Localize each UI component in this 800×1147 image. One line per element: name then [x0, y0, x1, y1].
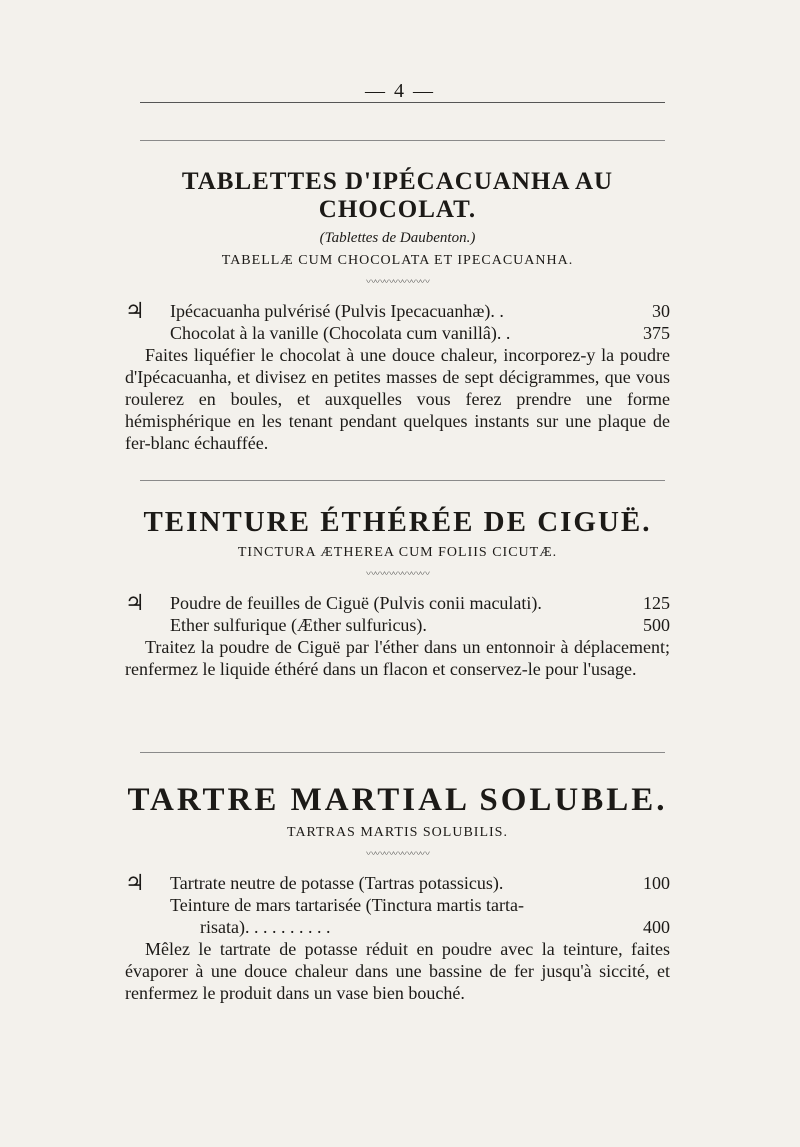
recipe-section — [125, 506, 670, 680]
ornament: 〰〰〰〰〰〰〰 — [366, 277, 429, 288]
ingredient-row — [125, 592, 670, 614]
recipe-latin-title: TARTRAS MARTIS SOLUBILIS. — [287, 825, 508, 840]
ingredient-quantity: 375 — [643, 323, 670, 343]
ingredient-row — [125, 916, 670, 938]
ingredient-quantity: 30 — [652, 301, 670, 321]
header-rule — [140, 102, 665, 103]
ingredient-list — [125, 300, 670, 344]
ingredient-name: Ipécacuanha pulvérisé (Pulvis Ipecacuanhæ). . — [170, 301, 504, 321]
ingredient-list — [125, 592, 670, 636]
ingredient-name: risata). . . . . . . . . . — [200, 917, 331, 937]
ornament: 〰〰〰〰〰〰〰 — [366, 569, 429, 580]
divider — [140, 480, 665, 481]
recipe-instructions: Faites liquéfier le chocolat à une douce chaleur, incorporez-y la poudre d'Ipécacuanha, et divisez en petites masses de sept décigrammes, que vous roulerez en boules, et auxquelles vous ferez prendre une forme hémisphérique en les tenant pendant quelques instants sur une plaque de fer-blanc échauffée. — [125, 345, 670, 453]
ingredient-name: Chocolat à la vanille (Chocolata cum vanillâ). . — [170, 323, 511, 343]
ingredient-name: Tartrate neutre de potasse (Tartras potassicus). — [170, 873, 504, 893]
ingredient-row — [125, 894, 670, 916]
divider — [140, 140, 665, 141]
divider — [140, 752, 665, 753]
recipe-instructions: Traitez la poudre de Ciguë par l'éther dans un entonnoir à déplacement; renfermez le liquide éthéré dans un flacon et conservez-le pour l'usage. — [125, 637, 670, 679]
recipe-subtitle: (Tablettes de Daubenton.) — [319, 230, 476, 246]
recipe-title: TARTRE MARTIAL SOLUBLE. — [127, 782, 668, 818]
ingredient-row — [125, 614, 670, 636]
ingredient-quantity: 400 — [643, 917, 670, 937]
ingredient-quantity — [615, 894, 670, 916]
recipe-section — [125, 168, 670, 454]
ingredient-name: Teinture de mars tartarisée (Tinctura martis tarta- — [170, 895, 524, 915]
ingredient-row — [125, 322, 670, 344]
ingredient-row — [125, 872, 670, 894]
recipe-latin-title: TABELLÆ CUM CHOCOLATA ET IPECACUANHA. — [221, 253, 574, 268]
ingredient-list — [125, 872, 670, 938]
ingredient-quantity: 100 — [643, 873, 670, 893]
ornament: 〰〰〰〰〰〰〰 — [366, 849, 429, 860]
recipe-symbol-icon: ♃ — [125, 298, 145, 323]
recipe-latin-title: TINCTURA ÆTHEREA CUM FOLIIS CICUTÆ. — [237, 545, 558, 560]
recipe-symbol-icon: ♃ — [125, 590, 145, 615]
ingredient-name: Ether sulfurique (Æther sulfuricus). — [170, 615, 427, 635]
ingredient-row — [125, 300, 670, 322]
recipe-title: TABLETTES D'IPÉCACUANHA AU CHOCOLAT. — [181, 168, 614, 223]
ingredient-name: Poudre de feuilles de Ciguë (Pulvis conii maculati). — [170, 593, 542, 613]
recipe-symbol-icon: ♃ — [125, 870, 145, 895]
ingredient-quantity: 125 — [643, 593, 670, 613]
recipe-title: TEINTURE ÉTHÉRÉE DE CIGUË. — [143, 506, 652, 538]
page-number: — 4 — — [365, 80, 435, 102]
ingredient-quantity: 500 — [643, 615, 670, 635]
recipe-section — [125, 782, 670, 1004]
recipe-instructions: Mêlez le tartrate de potasse réduit en poudre avec la teinture, faites évaporer à une douce chaleur dans une bassine de fer jusqu'à siccité, et renfermez le produit dans un vase bien bouché. — [125, 939, 670, 1003]
